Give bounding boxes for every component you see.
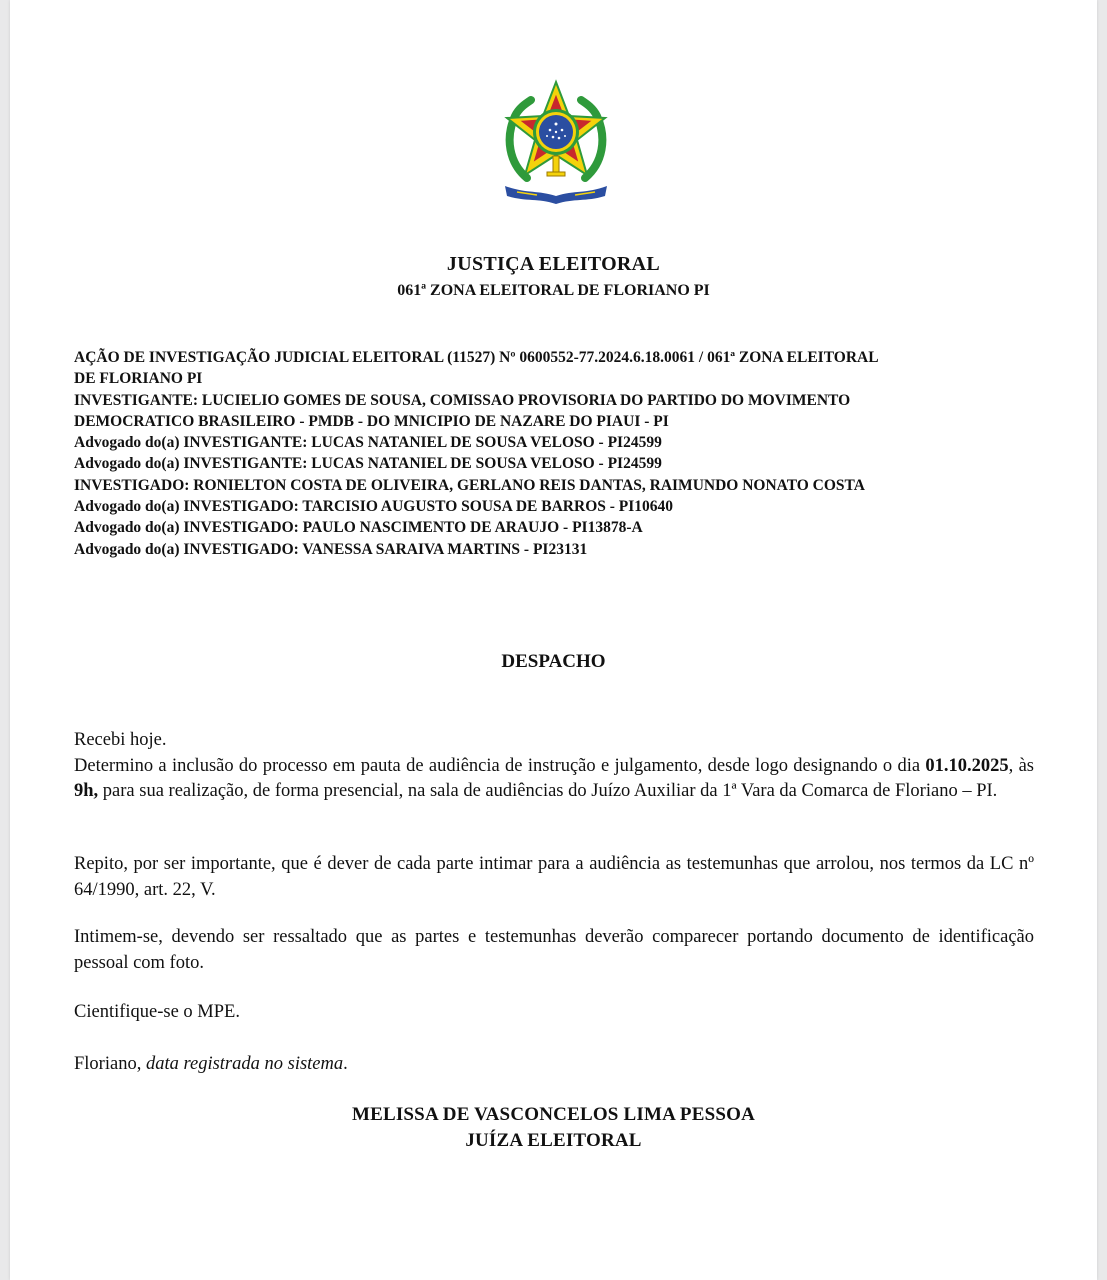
received-line: Recebi hoje.: [74, 730, 167, 750]
case-line: Advogado do(a) INVESTIGANTE: LUCAS NATANIEL DE SOUSA VELOSO - PI24599: [74, 434, 662, 452]
case-line: Advogado do(a) INVESTIGADO: TARCISIO AUGUSTO SOUSA DE BARROS - PI10640: [74, 498, 674, 516]
date-note: data registrada no sistema: [145, 1054, 344, 1074]
hearing-time: 9h,: [74, 781, 99, 801]
text-segment: , às: [1008, 755, 1034, 776]
text-segment: Determino a inclusão do processo em pauta de audiência de instrução e julgamento, desde logo designando o dia: [74, 755, 926, 776]
text-segment: .: [343, 1054, 348, 1074]
case-line: Advogado do(a) INVESTIGANTE: LUCAS NATANIEL DE SOUSA VELOSO - PI24599: [74, 455, 662, 473]
place-text: Floriano,: [74, 1054, 146, 1074]
court-title: JUSTIÇA ELEITORAL: [446, 253, 661, 275]
case-line: Advogado do(a) INVESTIGADO: PAULO NASCIMENTO DE ARAUJO - PI13878-A: [74, 519, 643, 537]
text-segment: para sua realização, de forma presencial, na sala de audiências do Juízo Auxiliar da 1ª Vara da Comarca de Floriano – PI.: [98, 781, 998, 801]
case-line: Advogado do(a) INVESTIGADO: VANESSA SARAIVA MARTINS - PI23131: [74, 540, 588, 558]
case-line: DEMOCRATICO BRASILEIRO - PMDB - DO MNICIPIO DE NAZARE DO PIAUI - PI: [74, 412, 669, 430]
despacho-paragraph-1: [74, 728, 1034, 805]
court-zone-subtitle: 061ª ZONA ELEITORAL DE FLORIANO PI: [397, 282, 710, 299]
hearing-determination: [74, 754, 1034, 805]
judge-name: MELISSA DE VASCONCELOS LIMA PESSOA: [351, 1104, 756, 1125]
despacho-paragraph-3: Intimem-se, devendo ser ressaltado que as partes e testemunhas deverão comparecer portando documento de identificação pessoal com foto.: [74, 927, 1034, 973]
judge-role: JUÍZA ELEITORAL: [465, 1130, 642, 1151]
despacho-paragraph-4: Cientifique-se o MPE.: [74, 1002, 240, 1022]
despacho-heading: DESPACHO: [501, 651, 606, 672]
brazil-coat-of-arms-emblem: [497, 78, 615, 208]
case-parties-block: [74, 347, 1034, 560]
despacho-place-date: [74, 1052, 1034, 1078]
document-page: [10, 0, 1097, 1280]
case-line: DE FLORIANO PI: [74, 370, 203, 388]
despacho-paragraph-2: Repito, por ser importante, que é dever de cada parte intimar para a audiência as testemunhas que arrolou, nos termos da LC nº 64/1990, art. 22, V.: [74, 854, 1034, 900]
case-line: INVESTIGADO: RONIELTON COSTA DE OLIVEIRA, GERLANO REIS DANTAS, RAIMUNDO NONATO COSTA: [74, 476, 865, 494]
hearing-date: 01.10.2025: [925, 755, 1009, 776]
case-line: AÇÃO DE INVESTIGAÇÃO JUDICIAL ELEITORAL (11527) Nº 0600552-77.2024.6.18.0061 / 061ª ZONA ELEITORAL: [74, 349, 879, 366]
case-line: INVESTIGANTE: LUCIELIO GOMES DE SOUSA, COMISSAO PROVISORIA DO PARTIDO DO MOVIMENTO: [74, 391, 851, 409]
